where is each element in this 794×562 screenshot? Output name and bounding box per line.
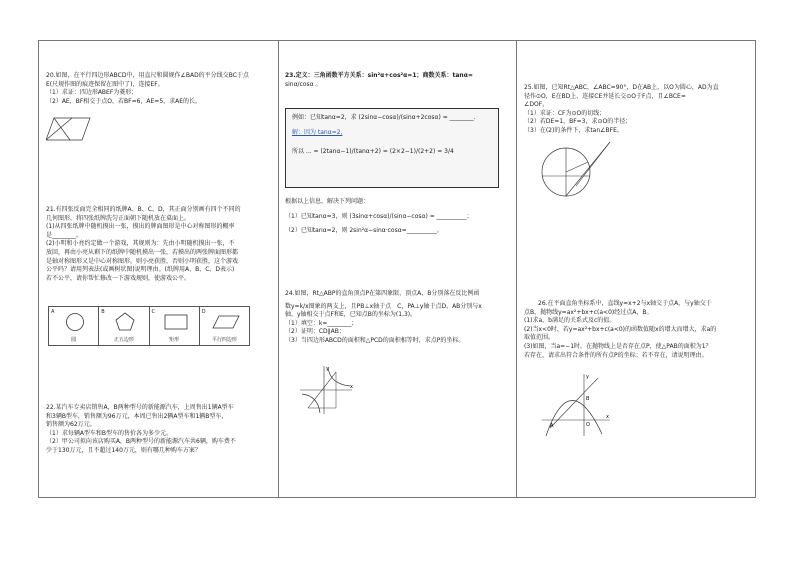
q21-line: 几何图形，将四张纸牌洗匀正面朝下随机放在桌面上。: [46, 214, 191, 222]
q20-line: （1）求证：四边形ABEF为菱形；: [46, 89, 138, 97]
card-letter: A: [51, 309, 55, 315]
q23-heading-fraction: sinα/cosα 。: [285, 80, 322, 88]
q20-parallelogram-figure: [46, 114, 96, 144]
q22-line: 22.某汽车专卖店销售A，B两种型号的新能源汽车，上周售出1辆A型车: [46, 404, 234, 411]
q21-line: 若不公平，请你帮忙修改一下游戏规则，使游戏公平。: [46, 274, 191, 282]
box-solve: 解：因为 tanα=2,: [292, 129, 343, 136]
rectangle-shape-icon: [164, 314, 188, 330]
q21-line: 是________。: [46, 231, 83, 239]
q20-line: 20.如图，在平行四边形ABCD中，用直尺和圆规作∠BAD的平分线交BC于点: [46, 72, 249, 79]
q23-line: （1）已知tanα=3，则 (3sinα+cosα)/(sinα−cosα) = __________；: [285, 212, 473, 220]
q22-line: 销售额为62万元。: [46, 421, 96, 429]
q21-line: (2)小明和小亮约定做一个游戏，其规则为：先由小明随机摸出一张，不: [46, 240, 235, 248]
q21-line: 公平吗？请用列表法(或画树状图)说明理由。(纸牌用A、B、C、D表示): [46, 266, 235, 274]
q20-line: E(尺规作图的痕迹保留在图中了)，连接EF。: [46, 80, 164, 88]
q24-line: 24.如图，Rt△ABP的直角顶点P在第四象限，顶点A、B分别落在反比例函: [285, 290, 480, 297]
q24-line: （3）当四边形ABCD的面积和△PCD的面积相等时，求点P的坐标。: [285, 336, 465, 344]
q24-hyperbola-figure: [298, 364, 354, 416]
axis-x-label: x: [350, 384, 353, 390]
card-label: 平行四边形: [211, 337, 237, 343]
q26-line: 取值范围。: [524, 334, 555, 342]
q23-line: （2）已知tanα=2，则 2sin²α−sinα·cosα=__________。: [285, 227, 443, 235]
q25-line: 径作⊙O，E在BD上，连接CE并延长交⊙O于F点，且∠BCE=: [524, 92, 686, 100]
q26-line: 若存在，请求出符合条件的所有点P的坐标；若不存在，请说明理由。: [524, 351, 708, 359]
card-label: 正五边形: [113, 337, 134, 343]
q24-line: （1）填空：k=________；: [285, 319, 358, 327]
column-divider-2: [516, 40, 517, 498]
point-a-label: A: [550, 423, 554, 429]
q26-line: (2)当x<0时，若y=ax²+bx+c(a<0)的函数值随x的增大而增大，求a的: [524, 325, 717, 333]
parallelogram-shape-icon: [212, 315, 240, 329]
card-b: [99, 307, 149, 345]
card-letter: C: [151, 309, 155, 315]
question-20: [46, 72, 274, 106]
q21-line: 放回，再由小亮从剩下的纸牌中随机摸出一张，若摸出的两张牌面图形都: [46, 248, 239, 256]
box-example: 例如：已知tanα=2，求 (2sinα−cosα)/(sinα+2cosα) = ________.: [292, 114, 476, 121]
q22-line: 少于130万元，且不超过140万元，则有哪几种购车方案？: [46, 446, 201, 454]
box-result: 所以 ... = (2tanα−1)/(tanα+2) = (2×2−1)/(2+2) = 3/4: [292, 148, 454, 155]
q23-line: 根据以上信息，解决下列问题：: [285, 198, 370, 205]
pentagon-shape-icon: [115, 312, 135, 332]
q25-line: 25.如图，已知Rt△ABC，∠ABC=90°，D在AB上，以O为圆心，AD为直: [524, 84, 719, 91]
q21-line: (1)从四张纸牌中随机摸出一张，摸出的牌面图形是中心对称图形的概率: [46, 223, 235, 231]
card-d: [200, 307, 249, 345]
card-label: 矩形: [169, 337, 180, 343]
card-a: [49, 307, 99, 345]
q26-parabola-figure: [540, 372, 612, 438]
q25-line: （1）求证：CF为⊙O的切线；: [524, 109, 606, 117]
axis-y-label: y: [586, 374, 589, 380]
q24-line: 数y=k/x图象的两支上，且PB⊥x轴于点 C，PA⊥y轴于点D，AB分别与x: [285, 302, 482, 310]
q26-line: (1)求a，b满足的关系式及c的值。: [524, 317, 616, 325]
card-c: [150, 307, 200, 345]
q26-line: 点B，抛物线y=ax²+bx+c(a<0)经过点A，B。: [524, 308, 653, 316]
card-letter: B: [101, 309, 105, 315]
q22-line: （1）求每辆A型车和B型车的售价各为多少元。: [46, 429, 173, 437]
question-22: [46, 404, 274, 456]
question-23-tasks: [285, 198, 511, 236]
column-divider-1: [278, 40, 279, 498]
axis-x-label: x: [606, 414, 609, 420]
q25-circle-figure: [540, 138, 612, 200]
question-25: [524, 84, 752, 136]
question-23-header: [285, 72, 511, 89]
q23-example-box: [285, 108, 499, 188]
point-b-label: B: [586, 396, 590, 402]
q25-line: （3）在(2)的条件下，求tan∠BFE。: [524, 126, 623, 134]
q25-line: ∠DOF。: [524, 101, 549, 109]
question-26: [524, 300, 752, 360]
q20-line: （2）AE，BF相交于点O，若BF=6，AE=5，求AE的长。: [46, 97, 202, 105]
card-letter: D: [201, 309, 206, 315]
q21-line: 是轴对称图形又是中心对称图形，则小亮获胜，否则小明获胜，这个游戏: [46, 257, 239, 265]
card-shapes-row: [48, 306, 250, 346]
q25-line: （2）若DE=1，BF=3，求⊙O的半径；: [524, 118, 632, 126]
q26-line: (3)如图，当a=−1时，在抛物线上是否存在点P，使△PAB的面积为1？: [524, 342, 712, 350]
circle-shape-icon: [65, 312, 85, 332]
q24-line: 轴，y轴相交于点F和E，已知点B的坐标为(1,3)。: [285, 311, 417, 319]
card-label: 圆: [71, 337, 77, 343]
q22-line: （2）甲公司拟向该店购买A，B两种型号的新能源汽车共6辆，购车费不: [46, 438, 236, 446]
q23-heading: 23.定义：三角函数平方关系：sin²α+cos²α=1；商数关系：tanα=: [285, 72, 473, 79]
q26-line: 26.在平面直角坐标系中，直线y=x+2与x轴交于点A，与y轴交于: [538, 300, 712, 307]
q21-line: 21.有四张反面完全相同的纸牌A、B、C、D，其正面分别画有四个不同的: [46, 206, 241, 213]
q24-line: （2）证明：CD∥AB；: [285, 328, 345, 336]
question-24: [285, 290, 511, 346]
question-21: [46, 206, 274, 283]
q22-line: 和3辆B型车，销售额为96万元，本周已售出2辆A型车和1辆B型车，: [46, 412, 228, 420]
origin-label: O: [586, 422, 590, 428]
axis-y-label: y: [326, 366, 329, 372]
